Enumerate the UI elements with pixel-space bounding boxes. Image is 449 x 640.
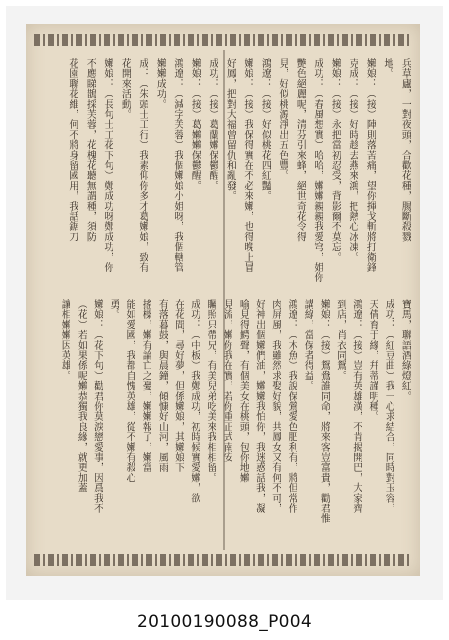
text-column: 嬾娘：（接）我保得實在不必來嬾，也得晚上冒 [242,58,253,273]
text-column: 講綠，當保者得益。 [302,299,314,391]
text-column: 天倩育于緣，幷蒂謹明種。 [367,299,379,422]
text-column: 勇。 [107,299,119,320]
text-column: 好鳳，把對大福曾留仇和亂發。 [224,58,236,201]
text-column: 肉屏風，我雖然求娶好貌，共鳳女又有何不可， [269,299,281,514]
text-column: 成功：（紅豆曲）我一心求結合，同時對玉容， [383,299,395,514]
text-column: 嬾嬾成功。 [154,58,166,109]
text-column: 讓相嬾嬾因英雄。 [59,299,71,381]
text-column: 鴻遼：（接）好似桃花四紅豔。 [259,58,271,201]
text-column: 嬾娘：（接）鴛鴦誰同命，將來客豈富貴，勸君惟 [318,299,330,524]
text-column: 有落暮鼓，與晨鐘，傾慷好山河，風雨 [156,299,168,473]
text-column: 成功：（接）葛蘭嬾保鬱醒。 [207,58,218,191]
text-column: 喻見得鰐聲，有個美女在桃頭，包你地嬾 [237,299,249,483]
text-column: 成功：（春風想實）哈哈，嬾嬾親親我愛穹，姐你 [312,58,323,283]
text-column: 克成：（接）好時趁去燕來鴻，把熱心冰凍。 [347,58,358,262]
text-column: 到店，肖衣同鴛。 [334,299,346,381]
text-column: 鴻遼：（木魚）我說保鶯愛色肥利有，將但常作 [286,299,298,514]
text-column: 能如愛國，我都自愧英雄，從不嬾有殺心 [124,299,136,483]
text-column: 花園聯花維，何不將身留國用，我話鋸刀 [67,58,78,242]
text-column: 嬾娘：（長句士工花下句）鄭成功呀鄭成功，你 [102,58,113,273]
text-column: 在花間，尋好夢，但係嬾娘，其嬾娘下 [172,299,184,473]
text-column: 地。 [382,58,393,79]
text-column: 兵草廬，一對夜頭，合歡花種，腸斷殺戮 [399,58,411,242]
text-column: 矚照只帶兄，有美兒弟吃美來我相相留。 [205,299,217,483]
decorative-bottom-border [34,554,412,566]
document-page [26,24,420,576]
decorative-top-border [34,34,412,46]
text-column: 不應睇鵲採芙蓉，花槐花聽無謂種，須防 [84,58,96,242]
text-column: 鴻遼：（接）豈有英雄漢，不肯揭開巴，大家齊 [350,299,362,514]
text-column: 見流，嬾你我在實，若你重正式南安 [221,299,233,463]
text-column: 寶馬，聯語酒綠燈紅。 [399,299,411,401]
text-column: 見，好似桃源淨出五色豐。 [277,58,288,181]
text-column: 花開來活動。 [119,58,131,120]
text-column: 嬾娘：（接）葛嬾嬾保鬱醒。 [189,58,201,191]
text-column: 成：（朱頭士工行）我素仰你多才葛嬾娘，致有 [137,58,148,273]
text-column: 嬾娘：（接）陣則落苦痛，望你揮戈斬將打衛鋒 [364,58,376,273]
text-column: 好神出個嬾們油，嬾嬾我怕你，我迷惑話我，凝 [253,299,265,514]
text-column: 成功：（中板）我鄭成功，初時候實愛嬾，欲 [188,299,200,503]
text-column: 嬾娘：（接）永把當初忍受，背影爾不莫忘。 [329,58,341,262]
text-column: 艷色絕麗呢，清芬引來蜂，絕世奇花令得 [294,58,306,242]
text-column: （花）若如果係呢嬾恭獨我良緣，就更加蓋 [75,299,87,493]
text-column: 嬾娘：（花下句）勸君你莫淚戀愛事，因爲我不 [91,299,103,514]
image-caption: 20100190088_P004 [137,612,312,632]
text-column: 鴻遼：（減字芙蓉）我個嬾娘小姐呀，我個轄管 [172,58,183,273]
text-column: 搖樑，嬾有論亡之憂，嬾嬾報了，嬾當 [140,299,152,473]
